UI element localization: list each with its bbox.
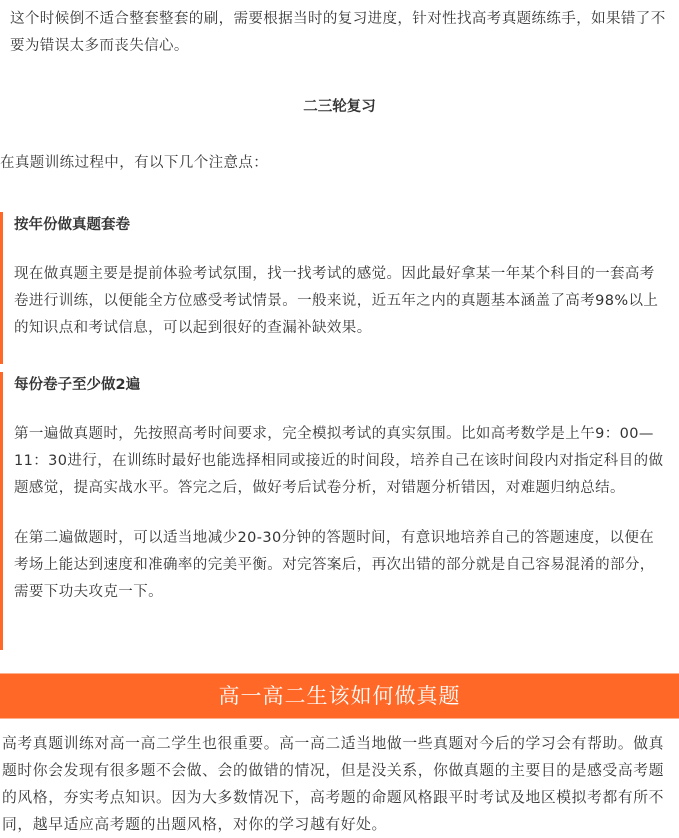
tip-heading: 每份卷子至少做2遍 <box>14 377 141 393</box>
tip-block-two-passes <box>0 372 679 650</box>
tip-paragraph: 现在做真题主要是提前体验考试氛围，找一找考试的感觉。因此最好拿某一年某个科目的一套高考卷进行训练，以便能全方位感受考试情景。一般来说，近五年之内的真题基本涵盖了高考98%以上的知识点和考试信息，可以起到很好的查漏补缺效果。 <box>14 266 659 336</box>
bottom-paragraph: 高考真题训练对高一高二学生也很重要。高一高二适当地做一些真题对今后的学习会有帮助。做真题时你会发现有很多题不会做、会的做错的情况，但是没关系，你做真题的主要目的是感受高考题的风格，夯实考点知识。因为大多数情况下，高考题的命题风格跟平时考试及地区模拟考都有所不同，越早适应高考题的出题风格，对你的学习越有好处。 <box>2 735 665 833</box>
tip-paragraph: 第一遍做真题时，先按照高考时间要求，完全模拟考试的真实氛围。比如高考数学是上午9：00—11：30进行，在训练时最好也能选择相同或接近的时间段，培养自己在该时间段内对指定科目的做题感觉，提高实战水平。答完之后，做好考后试卷分析，对错题分析错因，对难题归纳总结。 <box>14 426 664 496</box>
intro-paragraph: 这个时候倒不适合整套整套的刷，需要根据当时的复习进度，针对性找高考真题练练手，如果错了不要为错误太多而丧失信心。 <box>10 11 666 54</box>
notice-paragraph: 在真题训练过程中，有以下几个注意点： <box>0 155 269 171</box>
tip-paragraph: 在第二遍做题时，可以适当地减少20-30分钟的答题时间，有意识地培养自己的答题速度，以便在考场上能达到速度和准确率的完美平衡。对完答案后，再次出错的部分就是自己容易混淆的部分，需要下功夫攻克一下。 <box>14 530 655 600</box>
tip-block-year-sets <box>0 212 679 364</box>
section-title: 二三轮复习 <box>303 99 376 115</box>
section-banner: 高一高二生该如何做真题 <box>0 674 679 718</box>
tip-heading: 按年份做真题套卷 <box>14 217 130 233</box>
